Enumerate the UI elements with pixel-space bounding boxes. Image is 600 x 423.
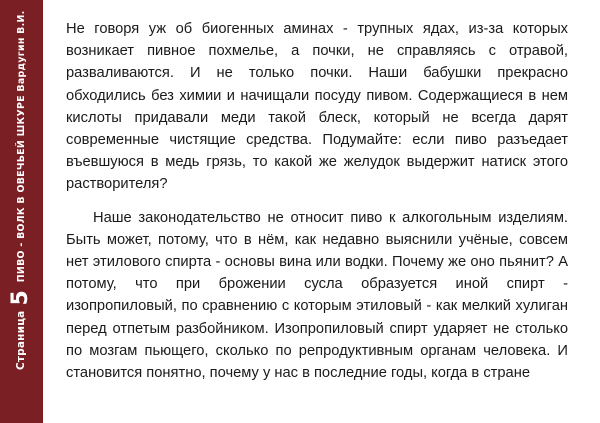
page-number: 5 [8,290,33,306]
paragraph-1: Не говоря уж об биогенных аминах - трупных ядах, из-за которых возникает пивное похмелье, а почки, не справляясь с отравой, разваливаются. И не только почки. Наши бабушки прекрасно обходились без химии и начищали посуду пивом. Содержащиеся в нем кислоты придавали меди такой блеск, который не всегда дарят современные чистящие средства. Подумайте: если пиво разъедает въевшуюся в медь грязь, то какой же желудок выдержит натиск этого растворителя? [66,21,568,193]
body-text [66,18,568,384]
paragraph-2: Наше законодательство не относит пиво к алкогольным изделиям. Быть может, потому, что в нём, как недавно выяснили учёные, совсем нет этилового спирта - основы вина или водки. Почему же оно пьянит? А потому, что при брожении сусла образуется иной спирт - изопропиловый, по сравнению с которым этиловый - как мелкий хулиган перед отпетым разбойником. Изопропиловый спирт ударяет не столько по мозгам пьющего, сколько по репродуктивным органам человека. И становится понятно, почему у нас в последние годы, когда в стране [66,209,568,382]
page-label: Страница [15,310,27,371]
page-sidebar [0,0,43,423]
sidebar-header [6,1,36,423]
book-title: ПИВО - ВОЛК В ОВЕЧЬЕЙ ШКУРЕ Вардугин В.И. [15,10,27,283]
